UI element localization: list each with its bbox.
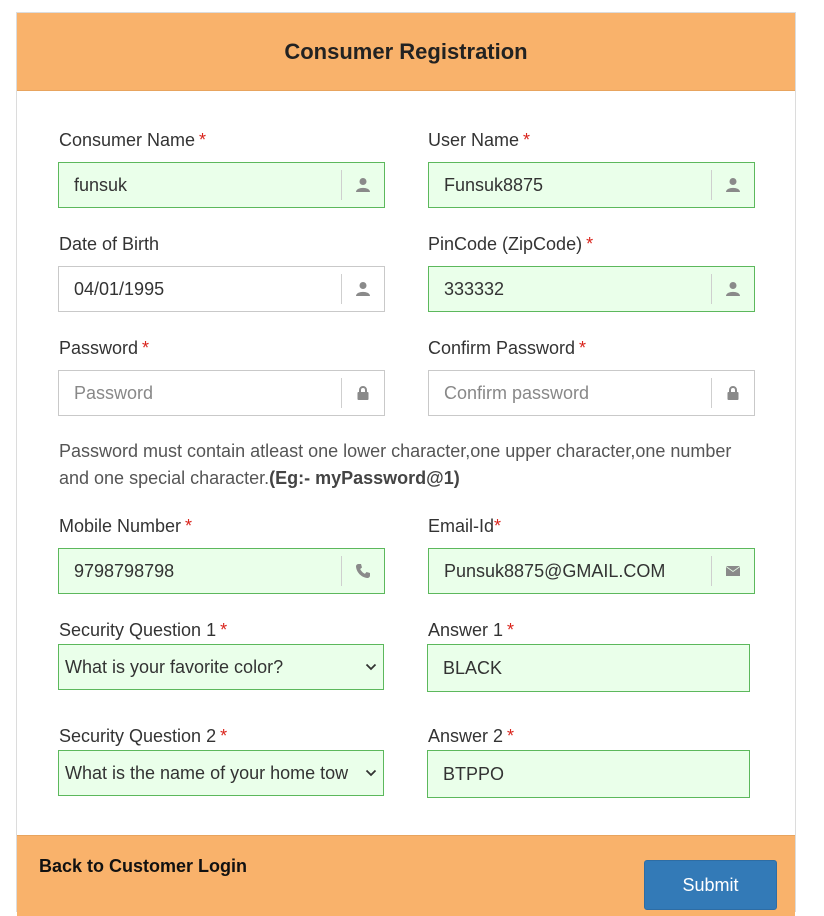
answer-1-value: BLACK — [443, 657, 503, 678]
security-question-2-label: Security Question 2 * — [59, 726, 228, 746]
user-name-label: User Name * — [428, 130, 531, 150]
chevron-down-icon — [359, 767, 383, 779]
registration-card — [16, 12, 796, 912]
envelope-icon — [711, 556, 754, 586]
user-icon — [711, 274, 754, 304]
user-icon — [341, 274, 384, 304]
security-question-2-select[interactable] — [58, 750, 384, 796]
lock-icon — [711, 378, 754, 408]
phone-icon — [341, 556, 384, 586]
user-name-field[interactable] — [428, 162, 755, 208]
dob-label: Date of Birth — [59, 234, 160, 254]
back-to-login-link[interactable]: Back to Customer Login — [39, 856, 248, 876]
password-example: (Eg:- myPassword@1) — [269, 468, 460, 488]
mobile-label: Mobile Number * — [59, 516, 193, 536]
answer-1-label: Answer 1 * — [428, 620, 515, 640]
pincode-value: 333332 — [444, 278, 505, 299]
pincode-label: PinCode (ZipCode) * — [428, 234, 594, 254]
answer-2-label: Answer 2 * — [428, 726, 515, 746]
user-name-value: Funsuk8875 — [444, 174, 544, 195]
mobile-value: 9798798798 — [74, 560, 175, 581]
consumer-name-field[interactable] — [58, 162, 385, 208]
submit-button[interactable]: Submit — [644, 860, 777, 910]
user-icon — [711, 170, 754, 200]
answer-2-value: BTPPO — [443, 763, 505, 784]
security-question-1-label: Security Question 1 * — [59, 620, 228, 640]
security-question-2-value: What is the name of your home tow — [65, 762, 349, 783]
email-label: Email-Id* — [428, 516, 502, 536]
pincode-field[interactable] — [428, 266, 755, 312]
dob-value: 04/01/1995 — [74, 278, 165, 299]
mobile-field[interactable] — [58, 548, 385, 594]
answer-1-field[interactable] — [427, 644, 750, 692]
consumer-name-label: Consumer Name * — [59, 130, 207, 150]
user-icon — [341, 170, 384, 200]
dob-field[interactable] — [58, 266, 385, 312]
page-title: Consumer Registration — [284, 38, 528, 64]
lock-icon — [341, 378, 384, 408]
consumer-name-value: funsuk — [74, 174, 128, 195]
password-hint: Password must contain atleast one lower character,one upper character,one number and one special character.(Eg:- myPassword@1) — [59, 441, 732, 488]
email-value: Punsuk8875@GMAIL.COM — [444, 560, 666, 581]
security-question-1-select[interactable] — [58, 644, 384, 690]
chevron-down-icon — [359, 661, 383, 673]
password-input[interactable] — [59, 371, 341, 415]
page-header — [17, 13, 795, 91]
password-label: Password * — [59, 338, 150, 358]
email-field[interactable] — [428, 548, 755, 594]
password-field[interactable] — [58, 370, 385, 416]
security-question-1-value: What is your favorite color? — [65, 656, 284, 677]
confirm-password-input[interactable] — [429, 371, 711, 415]
answer-2-field[interactable] — [427, 750, 750, 798]
confirm-password-label: Confirm Password * — [428, 338, 587, 358]
confirm-password-field[interactable] — [428, 370, 755, 416]
